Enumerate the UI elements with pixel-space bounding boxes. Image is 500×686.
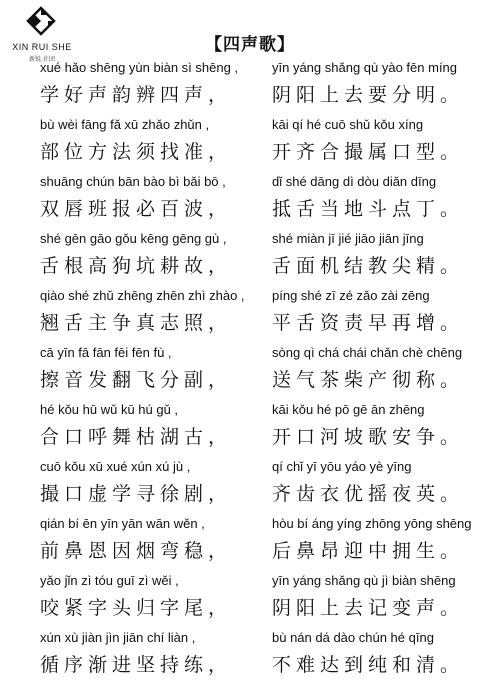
hanzi-left: 循序渐进坚持练， [40, 654, 233, 676]
pinyin-left: yǎo jǐn zì tóu guī zì wěi , [40, 573, 179, 588]
hanzi-left: 擦音发翻飞分副， [40, 369, 233, 391]
poem-row [0, 515, 500, 572]
hanzi-right: 抵舌当地斗点丁。 [272, 198, 465, 220]
pinyin-left: bù wèi fāng fǎ xū zhǎo zhǔn , [40, 117, 210, 132]
poem-row [0, 572, 500, 629]
page-title: 【四声歌】 [205, 35, 295, 55]
hanzi-left: 合口呼舞枯湖古， [40, 426, 233, 448]
hanzi-right: 不难达到纯和清。 [272, 654, 465, 676]
pinyin-left: hé kǒu hū wǔ kū hú gǔ , [40, 402, 179, 417]
poem-row [0, 458, 500, 515]
pinyin-left: qiào shé zhǔ zhēng zhēn zhì zhào , [40, 288, 245, 303]
pinyin-right: yīn yáng shǎng qù yào fēn míng [272, 60, 458, 75]
poem-row [0, 59, 500, 116]
pinyin-left: shuāng chún bān bào bì bǎi bō , [40, 174, 226, 189]
pinyin-right: hòu bí áng yíng zhōng yōng shēng [272, 516, 472, 531]
poem-row [0, 629, 500, 686]
pinyin-right: píng shé zī zé zǎo zài zēng [272, 288, 430, 303]
hanzi-right: 齐齿衣优摇夜英。 [272, 483, 465, 505]
hanzi-left: 舌根高狗坑耕故， [40, 255, 233, 277]
pinyin-left: xué hǎo shēng yùn biàn sì shēng , [40, 60, 239, 75]
hanzi-right: 阴阳上去记变声。 [272, 597, 465, 619]
pinyin-left: cā yīn fā fān fēi fēn fù , [40, 345, 172, 360]
pinyin-left: xún xù jiàn jìn jiān chí liàn , [40, 630, 196, 645]
hanzi-left: 翘舌主争真志照， [40, 312, 233, 334]
pinyin-right: bù nán dá dào chún hé qīng [272, 630, 434, 645]
pinyin-right: kāi qí hé cuō shǔ kǒu xíng [272, 117, 424, 132]
hanzi-right: 后鼻昂迎中拥生。 [272, 540, 465, 562]
hanzi-left: 双唇班报必百波， [40, 198, 233, 220]
pinyin-right: dǐ shé dāng dì dòu diǎn dīng [272, 174, 437, 189]
poem-row [0, 173, 500, 230]
pinyin-right: kāi kǒu hé pō gē ān zhēng [272, 402, 425, 417]
hanzi-right: 舌面机结教尖精。 [272, 255, 465, 277]
poem-body [0, 59, 500, 686]
poem-row [0, 344, 500, 401]
poem-row [0, 116, 500, 173]
hanzi-left: 撮口虚学寻徐剧， [40, 483, 233, 505]
pinyin-left: qián bí ēn yīn yān wān wěn , [40, 516, 205, 531]
hanzi-left: 部位方法须找准， [40, 141, 233, 163]
hanzi-right: 送气茶柴产彻称。 [272, 369, 465, 391]
pinyin-right: shé miàn jī jié jiāo jiān jīng [272, 231, 424, 246]
pinyin-right: sòng qì chá chái chǎn chè chēng [272, 345, 463, 360]
pinyin-right: qí chǐ yī yōu yáo yè yīng [272, 459, 412, 474]
pinyin-right: yīn yáng shǎng qù jì biàn shēng [272, 573, 456, 588]
hanzi-right: 开口河坡歌安争。 [272, 426, 465, 448]
hanzi-left: 前鼻恩因烟弯稳， [40, 540, 233, 562]
hanzi-left: 咬紧字头归字尾， [40, 597, 233, 619]
hanzi-right: 平舌资责早再增。 [272, 312, 465, 334]
brand-name-en: XIN RUI SHE [12, 42, 72, 52]
hanzi-right: 开齐合撮属口型。 [272, 141, 465, 163]
pinyin-left: cuō kǒu xū xué xún xú jù , [40, 459, 191, 474]
brand-name-cn: 新锐.社团 [29, 56, 55, 63]
hanzi-right: 阴阳上去要分明。 [272, 84, 465, 106]
poem-row [0, 287, 500, 344]
poem-row [0, 230, 500, 287]
hanzi-left: 学好声韵辨四声， [40, 84, 233, 106]
pinyin-left: shé gēn gāo gǒu kēng gēng gù , [40, 231, 227, 246]
poem-row [0, 401, 500, 458]
